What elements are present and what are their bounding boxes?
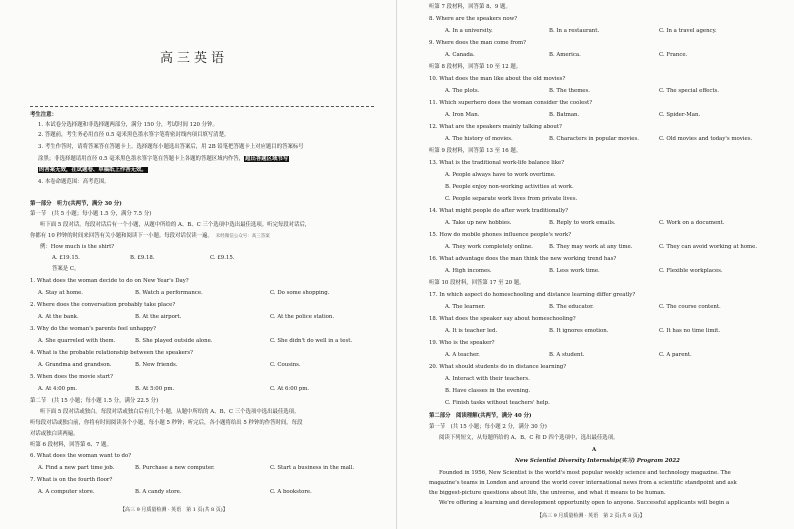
question-7: 7. What is on the fourth floor? [30, 477, 113, 483]
q5-option-b: B. At 5:00 pm. [135, 386, 175, 392]
q20-option-a: A. Interact with their teachers. [445, 376, 530, 382]
question-14: 14. What might people do after work traditionally? [429, 208, 569, 214]
q19-option-a: A. A teacher. [445, 352, 480, 358]
q9-option-b: B. America. [549, 52, 581, 58]
passage-line-3: the biggest-picture questions about life, the universe, and what it means to be human. [429, 490, 666, 496]
q6-option-a: A. Find a new part time job. [38, 465, 115, 471]
q16-option-b: B. Less work time. [549, 268, 600, 274]
q14-option-c: C. Work on a document. [659, 220, 725, 226]
q1-option-b: B. Watch a performance. [135, 290, 203, 296]
q2-option-b: B. At the airport. [135, 314, 182, 320]
q15-option-b: B. They may work at any time. [549, 244, 633, 250]
question-20: 20. What should students do in distance learning? [429, 364, 567, 370]
question-8: 8. Where are the speakers now? [429, 16, 518, 22]
q19-option-b: B. A student. [549, 352, 585, 358]
q7-option-a: A. A computer store. [38, 489, 95, 495]
section2-heading: 第二节 (共 15 小题；每小题 1.5 分，满分 22.5 分) [30, 398, 159, 404]
q9-option-c: C. France. [659, 52, 688, 58]
notice-line-4: 涂黑；非选择题请用直径 0.5 毫米黑色墨水签字笔在答题卡上各题的答题区域内作答，超出答题区域书写 [38, 156, 289, 162]
left-footer: 【高三 9 月质量检测 · 英语 第 1 页(共 8 页)】 [120, 507, 228, 513]
q17-option-a: A. The learner. [445, 304, 486, 310]
q13-option-b: B. People enjoy non-working activities at work. [445, 184, 574, 190]
q1-option-a: A. Stay at home. [38, 290, 83, 296]
question-13: 13. What is the traditional work-life balance like? [429, 160, 565, 166]
q14-option-a: A. Take up new hobbies. [445, 220, 512, 226]
q18-option-c: C. It has no time limit. [659, 328, 721, 334]
q5-option-a: A. At 4:00 pm. [38, 386, 78, 392]
passage-line-2: magazine's teams in London and around the world cover international news from a scientific standpoint and ask [429, 480, 737, 486]
material-7-note: 听第 7 段材料，回答第 8、9 题。 [429, 4, 511, 10]
q12-option-a: A. The history of movies. [445, 136, 513, 142]
q15-option-a: A. They work completely online. [445, 244, 533, 250]
passage-title: New Scientist Diversity Internship(实习) Program 2022 [515, 458, 680, 464]
right-page [397, 0, 794, 529]
question-18: 18. What does the speaker say about homeschooling? [429, 316, 576, 322]
material-8-note: 听第 8 段材料，回答第 10 至 12 题。 [429, 64, 522, 70]
example-answer: 答案是 C。 [52, 266, 80, 272]
question-17: 17. In which aspect do homeschooling and distance learning differ greatly? [429, 292, 636, 298]
q12-option-b: B. Characters in popular movies. [549, 136, 639, 142]
notice-highlight-2: 的答案无效，在试题卷、草稿纸上作答无效。 [39, 167, 147, 173]
passage-line-1: Founded in 1956, New Scientist is the world's most popular weekly science and technology magazine. The [439, 470, 731, 476]
q12-option-c: C. Old movies and today's movies. [659, 136, 753, 142]
q6-option-b: B. Purchase a new computer. [135, 465, 215, 471]
question-5: 5. When does the movie start? [30, 374, 113, 380]
question-4: 4. What is the probable relationship between the speakers? [30, 350, 194, 356]
question-3: 3. Why do the woman's parents feel unhappy? [30, 326, 157, 332]
question-6: 6. What does the woman want to do? [30, 453, 132, 459]
question-1: 1. What does the woman decide to do on New Year's Day? [30, 278, 189, 284]
q2-option-c: C. At the police station. [270, 314, 335, 320]
example-option-b: B. £9.18. [130, 255, 155, 261]
dashed-divider [30, 106, 374, 107]
q13-option-c: C. People separate work lives from private lives. [445, 196, 578, 202]
q3-option-b: B. She played outside alone. [135, 338, 213, 344]
question-9: 9. Where does the man come from? [429, 40, 527, 46]
q4-option-b: B. New friends. [135, 362, 178, 368]
q10-option-c: C. The special effects. [659, 88, 720, 94]
q13-option-a: A. People always have to work overtime. [445, 172, 556, 178]
part2-intro: 阅读下列短文，从每题所给的 A、B、C 和 D 四个选项中，选出最佳选项。 [439, 435, 619, 441]
question-12: 12. What are the speakers mainly talking about? [429, 124, 562, 130]
q14-option-b: B. Reply to work emails. [549, 220, 616, 226]
material-6-note: 听第 6 段材料，回答第 6、7 题。 [30, 442, 112, 448]
question-11: 11. Which superhero does the woman consider the coolest? [429, 100, 593, 106]
part2-heading: 第二部分 阅读理解(共两节，满分 40 分) [429, 413, 532, 419]
q18-option-b: B. It ignores emotion. [549, 328, 609, 334]
q5-option-c: C. At 6:00 pm. [270, 386, 310, 392]
q17-option-c: C. The course content. [659, 304, 721, 310]
question-19: 19. Who is the speaker? [429, 340, 495, 346]
q17-option-b: B. The educator. [549, 304, 594, 310]
section1-intro-2: 你都有 10 秒钟的时间来回答有关小题和阅读下一小题。每段对话仅读一遍。 未经微信公众号：高三答案 [30, 233, 270, 239]
question-10: 10. What does the man like about the old movies? [429, 76, 566, 82]
q11-option-a: A. Iron Man. [445, 112, 480, 118]
notice-line-1: 1. 本试卷分选择题和非选择题两部分，满分 150 分，考试时间 120 分钟。 [38, 122, 218, 128]
q6-option-c: C. Start a business in the mall. [270, 465, 355, 471]
notice-line-6: 4. 本卷命题范围：高考范围。 [38, 179, 110, 185]
section1-intro-1: 听下面 5 段对话。每段对话后有一个小题，从题中所给的 A、B、C 三个选项中选出最佳选项。听完每段对话后， [40, 222, 311, 228]
q7-option-c: C. A bookstore. [270, 489, 312, 495]
q8-option-b: B. In a restaurant. [549, 28, 600, 34]
example-option-a: A. £19.15. [52, 255, 80, 261]
q16-option-c: C. Flexible workplaces. [659, 268, 723, 274]
question-2: 2. Where does the conversation probably take place? [30, 302, 176, 308]
question-16: 16. What advantage does the man think the new working trend has? [429, 256, 617, 262]
part1-heading: 第一部分 听力(共两节，满分 30 分) [30, 201, 122, 207]
section1-heading: 第一节 (共 5 小题；每小题 1.5 分，满分 7.5 分) [30, 211, 152, 217]
q8-option-a: A. In a university. [445, 28, 493, 34]
q3-option-a: A. She quarreled with them. [38, 338, 116, 344]
right-footer: 【高三 9 月质量检测 · 英语 第 2 页(共 8 页)】 [537, 513, 645, 519]
example-question: 例：How much is the shirt? [40, 244, 115, 250]
notice-line-2: 2. 答题前，考生务必用直径 0.5 毫米黑色墨水签字笔将密封线内项目填写清楚。 [38, 132, 230, 138]
section2-intro-2: 听每段对话或独白前，你将有时间阅读各个小题，每小题 5 秒钟；听完后，各小题将给出 5 秒钟的作答时间。每段 [30, 420, 303, 426]
part2-section1-heading: 第一节 (共 15 小题；每小题 2 分，满分 30 分) [429, 424, 547, 430]
q11-option-c: C. Spider-Man. [659, 112, 701, 118]
q11-option-b: B. Batman. [549, 112, 580, 118]
notice-heading: 考生注意： [30, 112, 57, 118]
q20-option-b: B. Have classes in the evening. [445, 388, 531, 394]
q4-option-a: A. Grandma and grandson. [38, 362, 112, 368]
question-15: 15. How do mobile phones influence people's work? [429, 232, 572, 238]
section2-intro-3: 对话或独白读两遍。 [30, 431, 79, 437]
q18-option-a: A. It is teacher led. [445, 328, 498, 334]
q20-option-c: C. Finish tasks without teachers' help. [445, 400, 550, 406]
passage-letter: A [592, 447, 597, 453]
page-title: 高三英语 [160, 51, 229, 66]
q19-option-c: C. A parent. [659, 352, 692, 358]
q10-option-a: A. The plots. [445, 88, 480, 94]
material-9-note: 听第 9 段材料，回答第 13 至 16 题。 [429, 148, 522, 154]
q9-option-a: A. Canada. [445, 52, 475, 58]
notice-line-3: 3. 考生作答时，请将答案答在答题卡上。选择题每小题选出答案后，用 2B 铅笔把答题卡上对应题目的答案标号 [38, 144, 304, 150]
watermark-text: 未经微信公众号：高三答案 [215, 234, 270, 239]
q10-option-b: B. The themes. [549, 88, 590, 94]
example-option-c: C. £9.15. [210, 255, 235, 261]
q3-option-c: C. She didn't do well in a test. [270, 338, 353, 344]
q1-option-c: C. Do some shopping. [270, 290, 330, 296]
q15-option-c: C. They can avoid working at home. [659, 244, 758, 250]
passage-line-4: We're offering a learning and development opportunity open to anyone. Successful applicants will begin a [439, 500, 730, 506]
q16-option-a: A. High incomes. [445, 268, 492, 274]
material-10-note: 听第 10 段材料，回答第 17 至 20 题。 [429, 280, 525, 286]
q4-option-c: C. Cousins. [270, 362, 301, 368]
notice-highlight-1: 超出答题区域书写 [245, 156, 289, 162]
q8-option-c: C. In a travel agency. [659, 28, 717, 34]
q2-option-a: A. At the bank. [38, 314, 79, 320]
q7-option-b: B. A candy store. [135, 489, 182, 495]
notice-line-5 [38, 168, 148, 173]
section2-intro-1: 听下面 5 段对话或独白。每段对话或独白后有几个小题，从题中所给的 A、B、C 三个选项中选出最佳选项。 [40, 409, 300, 415]
